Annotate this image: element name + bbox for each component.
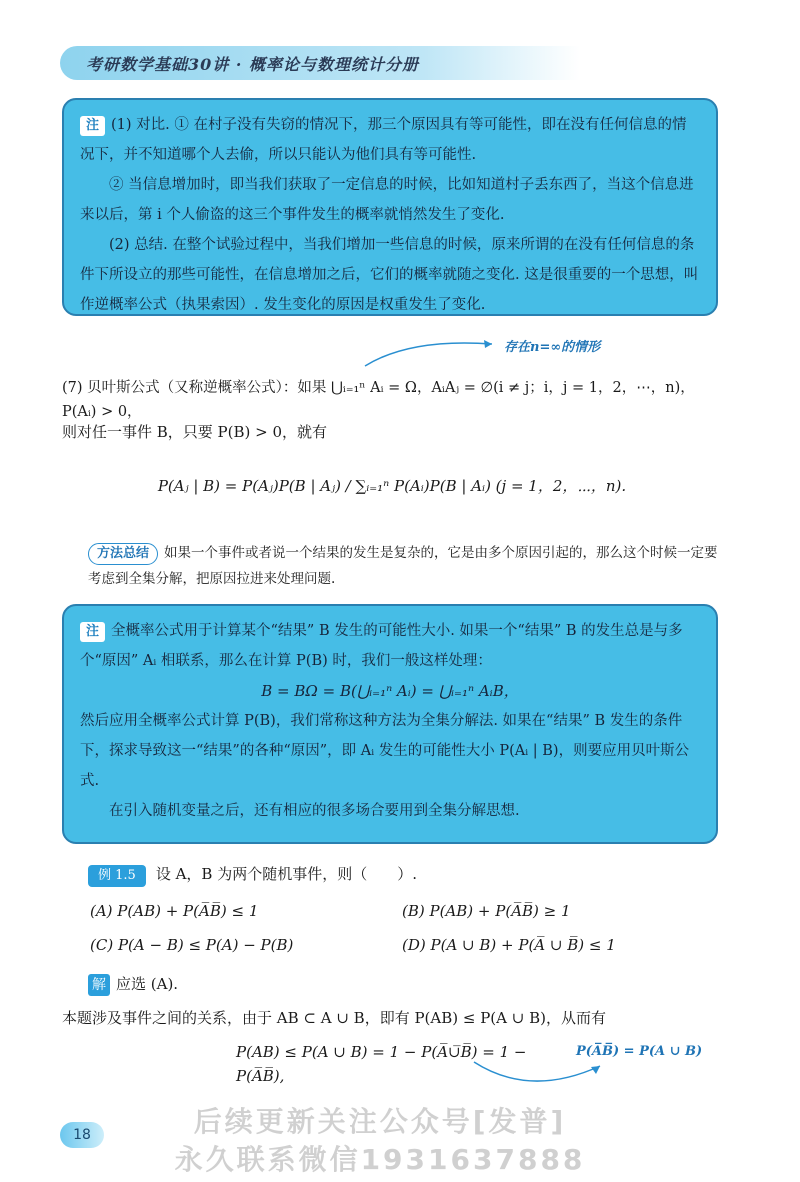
solution-annotation: P(A̅B̅) = P(A ∪ B) (576, 1044, 703, 1059)
note2-paragraph-3: 在引入随机变量之后，还有相应的很多场合要用到全集分解思想. (109, 803, 520, 819)
note1-paragraph-2: ② 当信息增加时，即当我们获取了一定信息的时候，比如知道村子丢东西了，当这个信息进来以后，第 i 个人偷盗的这三个事件发生的概率就悄然发生了变化. (80, 177, 694, 223)
note1-paragraph-3: (2) 总结. 在整个试验过程中，当我们增加一些信息的时候，原来所谓的在没有任何信息的条件下所设立的那些可能性，在信息增加之后，它们的概率就随之变化. 这是很重要的一个思想，叫作逆概率公式（执果索因）. 发生变化的原因是权重发生了变化. (80, 237, 699, 313)
note1-text-1: (1) 对比. ① 在村子没有失窃的情况下，那三个原因具有等可能性，即在没有任何信息的情况下，并不知道哪个人去偷，所以只能认为他们具有等可能性. (80, 117, 687, 163)
bayes-formula: P(Aⱼ | B) = P(Aⱼ)P(B | Aⱼ) / ∑ᵢ₌₁ⁿ P(Aᵢ)P(B | Aᵢ) (j = 1，2，⋯，n). (157, 477, 627, 495)
partition-formula: B = BΩ = B(⋃ᵢ₌₁ⁿ Aᵢ) = ⋃ᵢ₌₁ⁿ AᵢB， (261, 682, 519, 700)
option-d: (D) P(A ∪ B) + P(A̅ ∪ B̅) ≤ 1 (402, 936, 616, 954)
note2-text-1: 全概率公式用于计算某个“结果” B 发生的可能性大小. 如果一个“结果” B 的发生总是与多个“原因” Aᵢ 相联系，那么在计算 P(B) 时，我们一般这样处理： (80, 623, 683, 669)
solution-answer-text: 应选 (A). (116, 975, 179, 993)
method-summary-text: 如果一个事件或者说一个结果的发生是复杂的，它是由多个原因引起的，那么这个时候一定要考虑到全集分解，把原因拉进来处理问题. (88, 545, 718, 587)
example-tag: 例 1.5 (88, 865, 146, 887)
note2-paragraph-1 (80, 616, 700, 676)
bayes-intro: 则对任一事件 B，只要 P(B) > 0，就有 (62, 423, 328, 441)
bayes-condition: (7) 贝叶斯公式（又称逆概率公式）：如果 ⋃ᵢ₌₁ⁿ Aᵢ = Ω，AᵢAⱼ = ∅(i ≠ j；i，j = 1，2，⋯，n)，P(Aᵢ) > 0， (62, 380, 695, 420)
option-a: (A) P(AB) + P(A̅B̅) ≤ 1 (90, 902, 259, 920)
example-question (88, 862, 708, 887)
option-c: (C) P(A − B) ≤ P(A) − P(B) (90, 936, 294, 954)
infinite-case-annotation: 存在n=∞的情形 (504, 340, 601, 355)
watermark-line-1: 后续更新关注公众号[发普] (193, 1105, 567, 1138)
page-header-banner (60, 46, 580, 80)
note-tag: 注 (80, 116, 105, 136)
annotation-arrow (360, 334, 500, 370)
note1-paragraph-1 (80, 110, 700, 170)
solution-formula: P(AB) ≤ P(A ∪ B) = 1 − P(A̅∪̅B̅) = 1 − P(A̅B̅), (236, 1043, 527, 1085)
solution-tag: 解 (88, 974, 110, 996)
example-question-text: 设 A，B 为两个随机事件，则（ ）. (155, 865, 417, 883)
solution-text: 本题涉及事件之间的关系，由于 AB ⊂ A ∪ B，即有 P(AB) ≤ P(A ∪ B)，从而有 (62, 1009, 606, 1027)
note-box-2 (62, 604, 718, 844)
page-number: 18 (60, 1122, 104, 1148)
option-b: (B) P(AB) + P(A̅B̅) ≥ 1 (402, 902, 571, 920)
note2-paragraph-2: 然后应用全概率公式计算 P(B)，我们常称这种方法为全集分解法. 如果在“结果” B 发生的条件下，探求导致这一“结果”的各种“原因”，即 Aᵢ 发生的可能性大小 P(Aᵢ | B)，则要应用贝叶斯公式. (80, 713, 690, 789)
solution-arrow (470, 1058, 610, 1092)
method-summary (88, 540, 728, 592)
book-title: 考研数学基础30讲 · 概率论与数理统计分册 (86, 55, 419, 74)
note-box-1 (62, 98, 718, 316)
watermark-line-2: 永久联系微信1931637888 (174, 1143, 586, 1176)
note-tag-2: 注 (80, 622, 105, 642)
solution-answer (88, 972, 178, 996)
method-summary-tag: 方法总结 (88, 543, 158, 565)
